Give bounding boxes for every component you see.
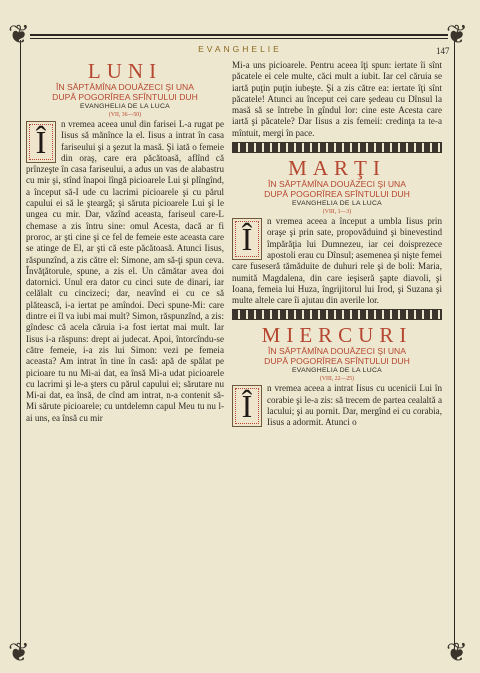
gospel-text-body: n vremea aceea unul din farisei L-a rugat pe Iisus să mănînce la el. Iisus a intrat în casa fariseului şi a şezut la masă. Şi iată o femeie din oraş, care era păcătoasă, aflînd că prînzeşte în casa fariseului, a adus un vas de alabastru cu mir şi, stînd înapoi lîngă picioarele Lui şi plîngînd, a început să-I ude cu lacrimi picioarele şi cu părul capului ei să le şteargă; şi săruta picioarele Lui şi le ungea cu mir. Dar, văzînd aceasta, fariseul care-L chemase a zis întru sine: omul Acesta, dacă ar fi proroc, ar şti cine şi ce fel de femeie este aceasta care se atinge de El, ar şti că este păcătoasă. Atunci Iisus, răspunzînd, a zis către el: Simone, am să-ţi spun ceva. Învăţătorule, spune, a zis el. Un cămătar avea doi datornici. Unul era dator cu cinci sute de dinari, iar celălalt cu cincizeci; dar, neavînd ei cu ce să plătească, i-a iertat pe amîndoi. Deci spune-Mi: care dintre ei îl va iubi mai mult? Simon, răspunzînd, a zis: gîndesc că acela căruia i-a fost iertat mai mult. Iar Iisus i-a răspuns: drept ai judecat. Apoi, întorcîndu-se către femeie, i-a zis lui Simon: vezi pe femeia aceasta? Am intrat în tine în casă: apă de spălat pe picioare tu nu Mi-ai dat, ea însă Mi-a udat picioarele cu lacrimi şi le-a şters cu părul capului ei; sărutare nu Mi-ai dat, ea însă, de cînd am intrat, n-a contenit să-Mi sărute picioarele; cu untdelemn capul Meu tu nu l-ai uns, ea însă cu mir — [26, 119, 224, 423]
running-title: EVANGHELIE — [198, 44, 282, 54]
dropcap-initial: Î — [232, 218, 262, 260]
section-reference: (VIII, 22—25) — [319, 376, 355, 383]
page-number: 147 — [436, 46, 450, 56]
dropcap-initial: Î — [232, 385, 262, 427]
section-evangelist: EVANGHELIA DE LA LUCA — [291, 367, 383, 375]
section-title-marti: MARŢI — [288, 156, 386, 181]
section-title-luni: LUNI — [87, 59, 163, 83]
section-subtitle-line1: ÎN SĂPTĂMÎNA DOUĂZECI ŞI UNA — [56, 82, 194, 92]
gospel-text-miercuri — [232, 383, 442, 428]
section-subtitle-line2: DUPĂ POGORÎREA SFÎNTULUI DUH — [264, 189, 410, 200]
left-column — [26, 60, 224, 424]
frame-top-rule — [30, 34, 448, 36]
section-evangelist: EVANGHELIA DE LA LUCA — [79, 103, 171, 110]
section-subtitle-line1: ÎN SĂPTĂMÎNA DOUĂZECI ŞI UNA — [268, 179, 406, 190]
corner-ornament-bottom-left-icon: ❦ — [8, 638, 30, 667]
section-reference: (VIII, 1—3) — [322, 209, 352, 216]
corner-ornament-top-left-icon: ❦ — [8, 20, 30, 49]
section-evangelist: EVANGHELIA DE LA LUCA — [291, 200, 383, 208]
gospel-text-body: n vremea aceea a intrat Iisus cu ucenicii Lui în corabie şi le-a zis: să trecem de partea cealaltă a lacului; şi au pornit. Dar, mergînd ei cu corabia, Iisus a adormit. Atunci o — [267, 383, 442, 428]
corner-ornament-top-right-icon: ❦ — [446, 20, 468, 49]
section-subtitle-line2: DUPĂ POGORÎREA SFÎNTULUI DUH — [264, 356, 410, 367]
dropcap-initial: Î — [26, 121, 56, 163]
right-column — [232, 60, 442, 429]
section-reference: (VII, 36—50) — [108, 112, 142, 118]
gospel-text-continuation: Mi-a uns picioarele. Pentru aceea îţi spun: iertate îi sînt păcatele ei cele multe, căci mult a iubit. Iar cel căruia se iartă puţin puţin iubeşte. Şi a zis către ea: iertate îţi sînt păcatele! Atunci au început cei care şedeau cu Dînsul la masă să se întrebe în gîndul lor: cine este Acesta care iartă şi păcatele? Dar Iisus a zis femeii: credinţa ta te-a mîntuit, mergi în pace. — [232, 60, 442, 138]
ornamental-divider — [232, 309, 442, 320]
corner-ornament-bottom-right-icon: ❦ — [446, 638, 468, 667]
ornamental-divider — [232, 142, 442, 153]
frame-left-rule — [20, 40, 21, 650]
section-subtitle-line1: ÎN SĂPTĂMÎNA DOUĂZECI ŞI UNA — [268, 346, 406, 357]
gospel-text-marti — [232, 216, 442, 306]
gospel-text-luni — [26, 119, 224, 424]
gospel-text-body: n vremea aceea a început a umbla Iisus prin oraşe şi prin sate, propovăduind şi binevestind împărăţia lui Dumnezeu, iar cei doisprezece apostoli erau cu Dînsul; asemenea şi nişte femei care fuseseră tămăduite de duhuri rele şi de boli: Maria, numită Magdalena, din care ieşiseră şapte diavoli, şi Ioana, femeia lui Huza, îngrijitorul lui Irod, şi Suzana şi multe altele care îi ajutau din averile lor. — [232, 216, 443, 306]
frame-top-rule-thin — [30, 38, 448, 39]
section-subtitle-line2: DUPĂ POGORÎREA SFÎNTULUI DUH — [52, 92, 198, 102]
frame-right-rule — [454, 40, 455, 650]
section-title-miercuri: MIERCURI — [261, 323, 413, 348]
